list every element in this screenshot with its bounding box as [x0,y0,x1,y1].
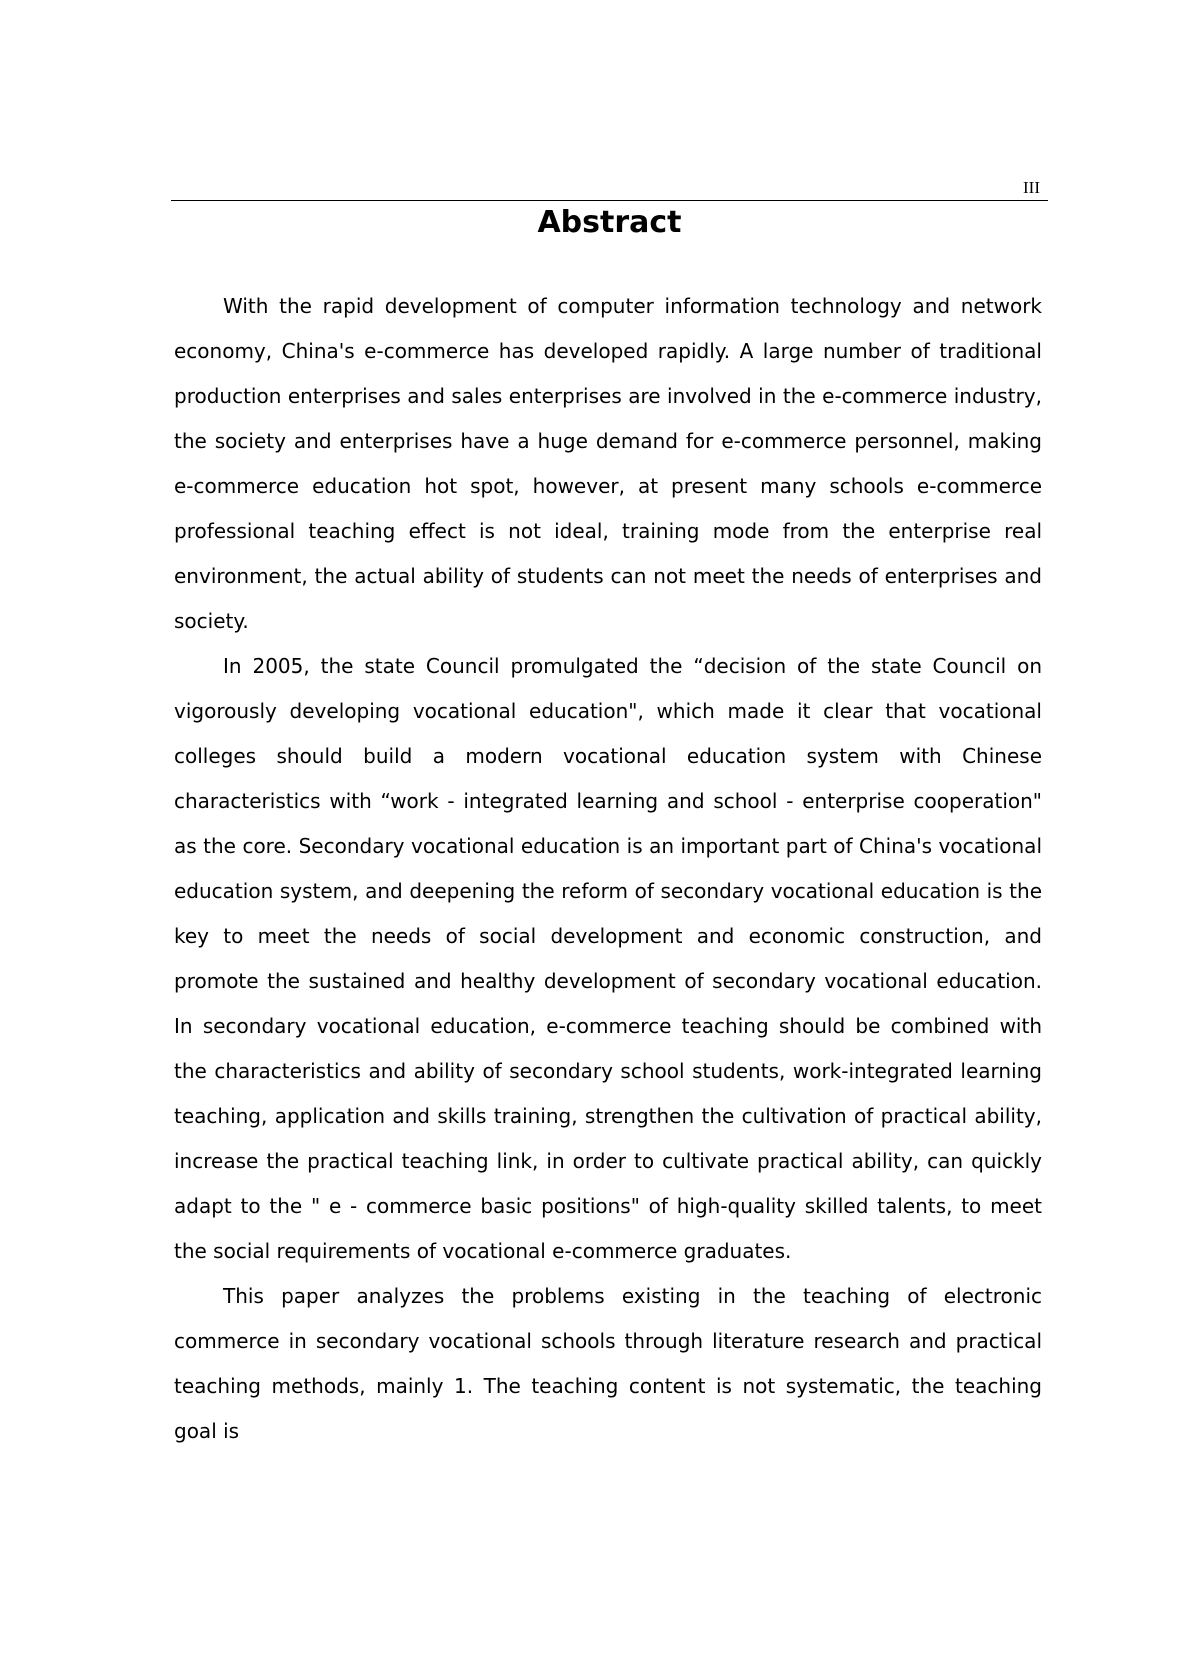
abstract-paragraph-3: This paper analyzes the problems existing in the teaching of electronic commerce in secondary vocational schools through literature research and practical teaching methods, mainly 1. The teaching content is not systematic, the teaching goal is [174,1284,1042,1443]
abstract-paragraph-1: With the rapid development of computer information technology and network economy, China's e-commerce has developed rapidly. A large number of traditional production enterprises and sales enterprises are involved in the e-commerce industry, the society and enterprises have a huge demand for e-commerce personnel, making e-commerce education hot spot, however, at present many schools e-commerce professional teaching effect is not ideal, training mode from the enterprise real environment, the actual ability of students can not meet the needs of enterprises and society. [174,294,1042,633]
abstract-body [174,284,1042,1454]
page-header [171,170,1048,201]
abstract-paragraph-2: In 2005, the state Council promulgated the “decision of the state Council on vigorously developing vocational education", which made it clear that vocational colleges should build a modern vocational education system with Chinese characteristics with “work - integrated learning and school - enterprise cooperation" as the core. Secondary vocational education is an important part of China's vocational education system, and deepening the reform of secondary vocational education is the key to meet the needs of social development and economic construction, and promote the sustained and healthy development of secondary vocational education. In secondary vocational education, e-commerce teaching should be combined with the characteristics and ability of secondary school students, work-integrated learning teaching, application and skills training, strengthen the cultivation of practical ability, increase the practical teaching link, in order to cultivate practical ability, can quickly adapt to the " e - commerce basic positions" of high-quality skilled talents, to meet the social requirements of vocational e-commerce graduates. [174,654,1042,1263]
page-number: III [1023,178,1040,197]
abstract-title: Abstract [537,205,682,240]
